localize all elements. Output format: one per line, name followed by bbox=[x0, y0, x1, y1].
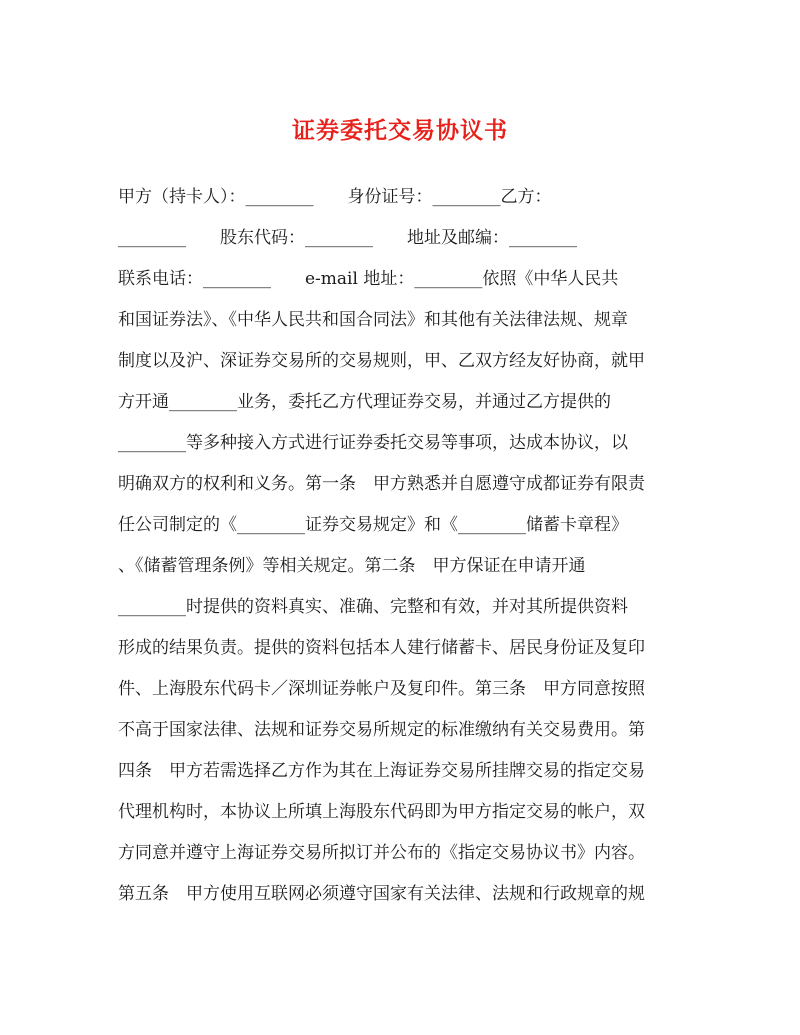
body-line-11: ________时提供的资料真实、准确、完整和有效，并对其所提供资料 bbox=[118, 597, 628, 617]
body-line-1: 甲方（持卡人）：________ 身份证号：________乙方： bbox=[118, 187, 552, 207]
body-line-3: 联系电话：________ e-mail 地址：________依照《中华人民共 bbox=[118, 269, 619, 289]
body-line-10: 、《储蓄管理条例》等相关规定。第二条 甲方保证在申请开通 bbox=[118, 556, 586, 576]
body-line-13: 件、上海股东代码卡／深圳证券帐户及复印件。第三条 甲方同意按照 bbox=[118, 679, 645, 699]
body-line-8: 明确双方的权利和义务。第一条 甲方熟悉并自愿遵守成都证券有限责 bbox=[118, 474, 645, 494]
body-line-4: 和国证券法》、《中华人民共和国合同法》和其他有关法律法规、规章 bbox=[118, 310, 628, 330]
body-line-2: ________ 股东代码：________ 地址及邮编：________ bbox=[118, 228, 577, 248]
body-line-14: 不高于国家法律、法规和证券交易所规定的标准缴纳有关交易费用。第 bbox=[118, 720, 645, 740]
body-line-18: 第五条 甲方使用互联网必须遵守国家有关法律、法规和行政规章的规 bbox=[118, 884, 645, 904]
body-line-5: 制度以及沪、深证券交易所的交易规则，甲、乙双方经友好协商，就甲 bbox=[118, 351, 645, 371]
body-line-15: 四条 甲方若需选择乙方作为其在上海证券交易所挂牌交易的指定交易 bbox=[118, 761, 645, 781]
document-title: 证券委托交易协议书 bbox=[292, 117, 508, 144]
body-line-9: 任公司制定的《________证券交易规定》和《________储蓄卡章程》 bbox=[118, 515, 628, 535]
body-line-7: ________等多种接入方式进行证券委托交易等事项，达成本协议，以 bbox=[118, 433, 628, 453]
body-line-17: 方同意并遵守上海证券交易所拟订并公布的《指定交易协议书》内容。 bbox=[118, 843, 645, 863]
body-line-12: 形成的结果负责。提供的资料包括本人建行储蓄卡、居民身份证及复印 bbox=[118, 638, 645, 658]
body-line-16: 代理机构时，本协议上所填上海股东代码即为甲方指定交易的帐户，双 bbox=[118, 802, 645, 822]
body-line-6: 方开通________业务，委托乙方代理证券交易，并通过乙方提供的 bbox=[118, 392, 611, 412]
